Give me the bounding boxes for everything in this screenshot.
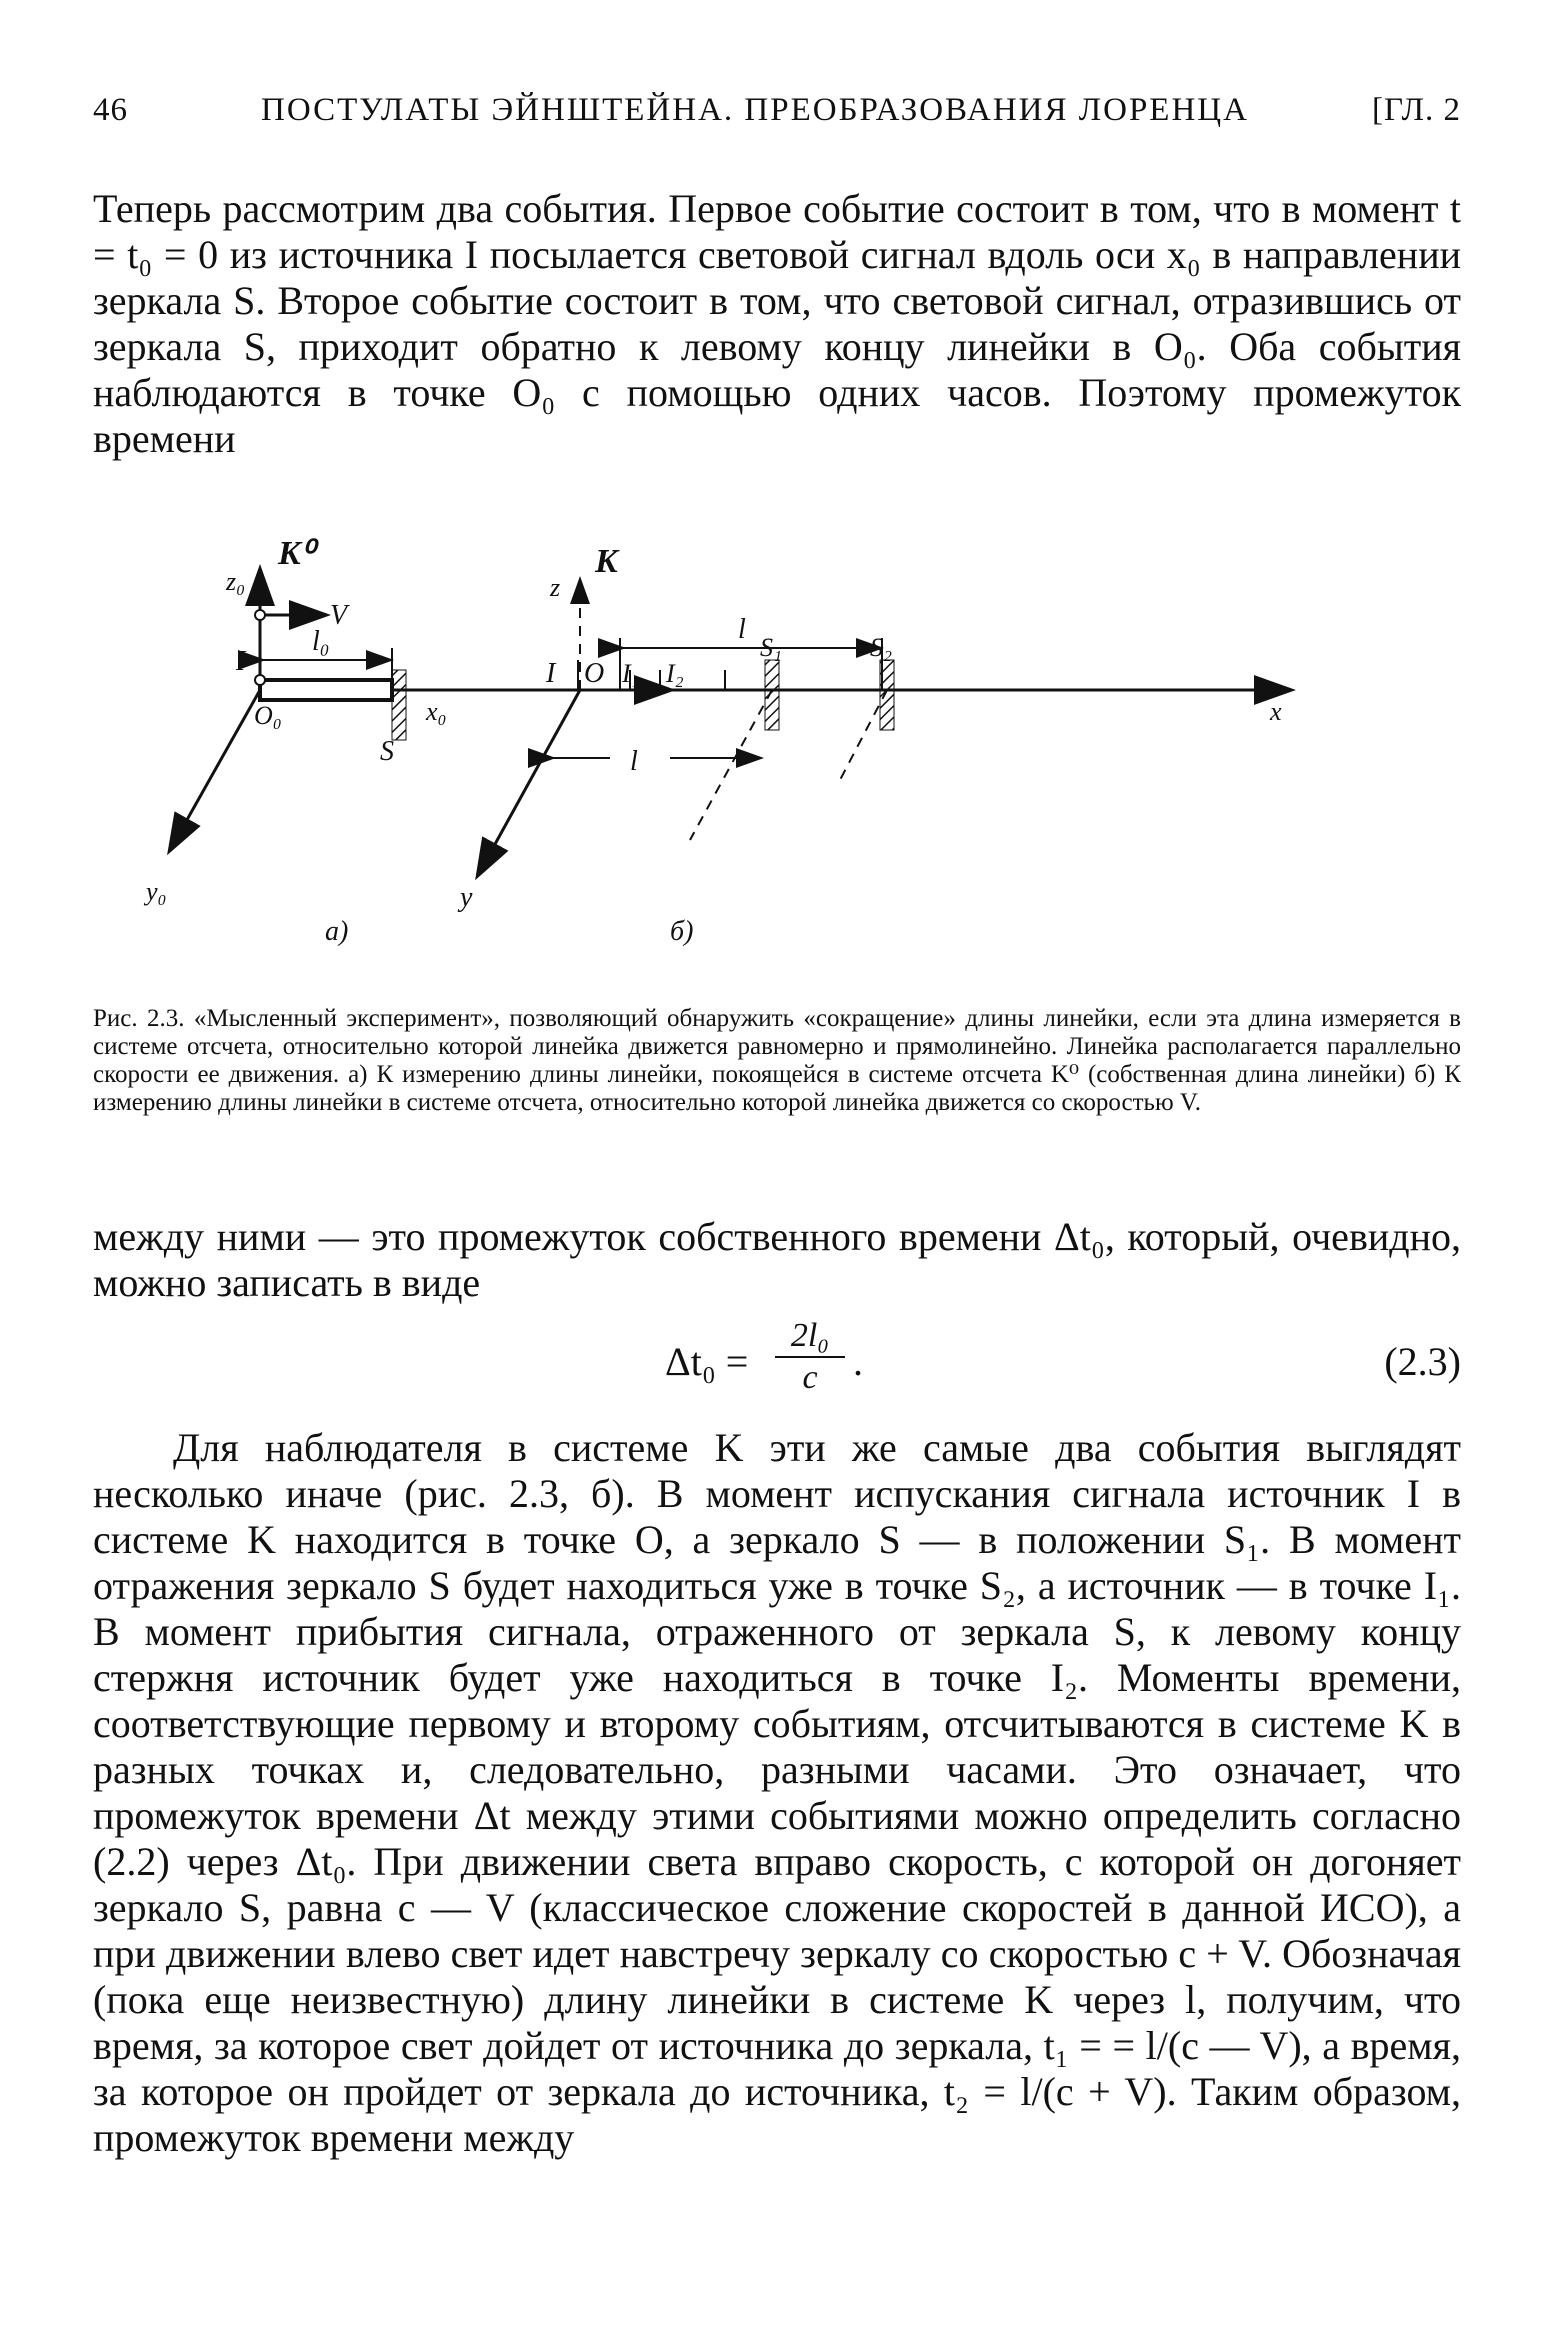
equation-fraction <box>775 1316 845 1398</box>
b-y-label: y <box>460 882 473 913</box>
equation-denominator: c <box>802 1359 818 1396</box>
a-x-label: x₀ <box>426 697 447 726</box>
a-velocity-label: V <box>330 600 348 631</box>
figure-2-3 <box>146 520 1330 990</box>
a-mirror <box>392 670 406 740</box>
a-source-label: I <box>236 646 246 677</box>
b-y-axis <box>478 690 580 875</box>
equation-number: (2.3) <box>1384 1339 1461 1384</box>
b-panel-label: б) <box>670 916 694 947</box>
equation-numerator: 2l₀ <box>775 1316 845 1358</box>
running-title: ПОСТУЛАТЫ ЭЙНШТЕЙНА. ПРЕОБРАЗОВАНИЯ ЛОРЕНЦА <box>261 92 1249 128</box>
b-length-top-label: l <box>738 614 746 645</box>
a-y-label: y₀ <box>146 877 167 906</box>
paragraph-1 <box>93 186 1461 462</box>
equation-2-3 <box>93 1316 1461 1406</box>
b-point-1-label: I₁ <box>622 659 640 688</box>
b-mirror-1 <box>765 660 779 730</box>
b-origin-label: O <box>584 658 605 689</box>
paragraph-2 <box>93 1214 1461 1306</box>
b-z-label: z <box>550 573 561 602</box>
figure-diagram <box>146 520 1330 990</box>
a-ruler <box>260 680 392 700</box>
chapter-marker: [ГЛ. 2 <box>1372 92 1461 128</box>
b-x-label: x <box>1270 697 1282 726</box>
caption-text: Рис. 2.3. «Мысленный эксперимент», позволяющий обнаружить «сокращение» длины линейки, если эта длина измеряется в системе отсчета, относительно которой линейка движется равномерно и прямолинейно. Линейка располагается параллельно скорости ее движения. а) К измерению длины линейки, покоящейся в системе отсчета K⁰ (собственная длина линейки) б) К измерению длины линейки в системе отсчета, относительно которой линейка движется со скоростью V. <box>93 1005 1461 1116</box>
b-frame-label: K <box>595 543 618 580</box>
equation-lhs: Δt₀ = <box>665 1339 749 1384</box>
panel-b <box>457 543 1290 947</box>
b-length-bottom-label: l <box>630 746 638 777</box>
a-z-label: z₀ <box>226 567 246 596</box>
a-mirror-label: S <box>380 736 394 767</box>
b-point-2-label: I₂ <box>666 659 684 688</box>
a-length-label: l₀ <box>312 626 330 657</box>
figure-caption <box>93 1005 1461 1117</box>
a-y-axis <box>170 690 260 850</box>
a-panel-label: a) <box>325 916 349 947</box>
page-number: 46 <box>93 92 128 128</box>
page-header <box>93 92 1461 140</box>
equation-dot: . <box>853 1339 863 1384</box>
paragraph-3-text: Для наблюдателя в системе K эти же самые два события выглядят несколько иначе (рис. 2.3, б). В момент испускания сигнала источник I в системе K находится в точке O, а зеркало S — в положении S₁. В момент отражения зеркало S будет находиться уже в точке S₂, а источник — в точке I₁. В момент прибытия сигнала, отраженного от зеркала S, к левому концу стержня источник будет уже находиться в точке I₂. Моменты времени, соответствующие первому и второму событиям, отсчитываются в системе K в разных точках и, следовательно, разными часами. Это означает, что промежуток времени Δt между этими событиями можно определить согласно (2.2) через Δt₀. При движении света вправо скорость, с которой он догоняет зеркало S, равна c — V (классическое сложение скоростей в данной ИСО), а при движении влево свет идет навстречу зеркалу со скоростью c + V. Обозначая (пока еще неизвестную) длину линейки в системе K через l, получим, что время, за которое свет дойдет от источника до зеркала, t₁ = = l/(c — V), а время, за которое он пройдет от зеркала до источника, t₂ = l/(c + V). Таким образом, промежуток времени между <box>93 1425 1461 2160</box>
a-origin-label: O₀ <box>254 701 282 730</box>
b-mirror-2 <box>880 660 894 730</box>
paragraph-1-text: Теперь рассмотрим два события. Первое событие состоит в том, что в момент t = t₀ = 0 из источника I посылается световой сигнал вдоль оси x₀ в направлении зеркала S. Второе событие состоит в том, что световой сигнал, отразившись от зеркала S, приходит обратно к левому концу линейки в O₀. Оба события наблюдаются в точке O₀ с помощью одних часов. Поэтому промежуток времени <box>93 186 1461 461</box>
b-source-label: I <box>546 658 556 689</box>
a-frame-label: K⁰ <box>278 535 315 572</box>
b-mirror-2-label: S₂ <box>870 633 893 662</box>
panel-a <box>143 535 670 947</box>
paragraph-2-text: между ними — это промежуток собственного времени Δt₀, который, очевидно, можно записать в виде <box>93 1214 1461 1305</box>
paragraph-3 <box>93 1425 1461 2161</box>
b-mirror-1-label: S₁ <box>760 633 783 662</box>
